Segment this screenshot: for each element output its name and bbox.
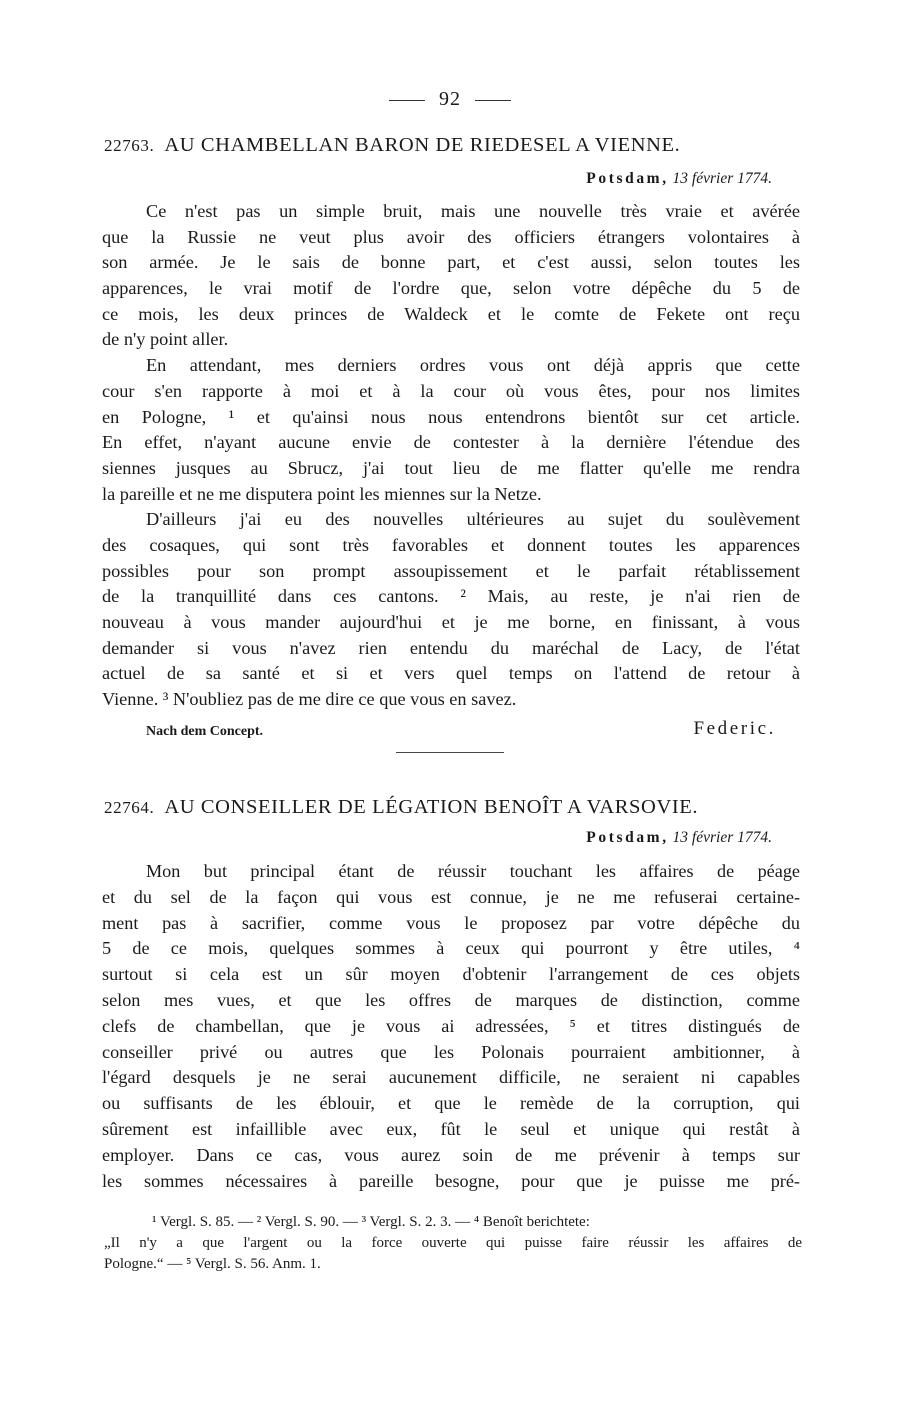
letter-1-place: Potsdam, [586,170,669,187]
body-line: de la tranquillité dans ces cantons. ² Mais, au reste, je n'ai rien de [102,586,800,607]
body-line: possibles pour son prompt assoupissement et le parfait rétablissement [102,560,800,581]
body-line: que la Russie ne veut plus avoir des officiers étrangers volontaires à [102,226,800,247]
body-line: Vienne. ³ N'oubliez pas de me dire ce que vous en savez. [102,689,517,710]
letter-2-title: AU CONSEILLER DE LÉGATION BENOÎT A VARSOVIE. [164,796,699,818]
body-line: l'égard desquels je ne serai aucunement difficile, ne seraient ni capables [102,1067,800,1088]
body-line: en Pologne, ¹ et qu'ainsi nous nous entendrons bientôt sur cet article. [102,406,800,427]
page-number-dash-left [389,100,425,101]
body-line: actuel de sa santé et si et vers quel temps on l'attend de retour à [102,663,800,684]
body-line: et du sel de la façon qui vous est connue, je ne me refuserai certaine- [102,886,800,907]
body-line: apparences, le vrai motif de l'ordre que, selon votre dépêche du 5 de [102,278,800,299]
body-line: les sommes nécessaires à pareille besogne, pour que je puisse me pré- [102,1170,800,1191]
letter-2-place: Potsdam, [586,829,669,846]
footnote-line: Pologne.“ — ⁵ Vergl. S. 56. Anm. 1. [104,1256,321,1272]
footnotes [104,1212,802,1275]
letter-1-dateline [100,170,772,188]
letter-2-dateline [100,829,772,847]
signature: Federic. [693,718,776,739]
body-line: employer. Dans ce cas, vous aurez soin de me prévenir à temps sur [102,1144,800,1165]
body-line: la pareille et ne me disputera point les miennes sur la Netze. [102,483,542,504]
body-line: ment pas à sacrifier, comme vous le proposez par votre dépêche du [102,912,800,933]
body-line: D'ailleurs j'ai eu des nouvelles ultérieures au sujet du soulèvement [146,509,800,530]
body-line: conseiller privé ou autres que les Polonais pourraient ambitionner, à [102,1041,800,1062]
body-line: nouveau à vous mander aujourd'hui et je me borne, en finissant, à vous [102,612,800,632]
letter-1-title: AU CHAMBELLAN BARON DE RIEDESEL A VIENNE. [164,134,681,156]
section-divider [396,752,504,753]
letter-2-date: 13 février 1774. [672,829,772,846]
letter-1-heading [104,134,804,157]
letter-2-body [102,859,800,1194]
body-line: des cosaques, qui sont très favorables et donnent toutes les apparences [102,534,800,555]
body-line: ce mois, les deux princes de Waldeck et le comte de Fekete ont reçu [102,303,800,324]
body-line: sûrement est infaillible avec eux, fût le seul et unique qui restât à [102,1118,800,1139]
body-line: surtout si cela est un sûr moyen d'obtenir l'arrangement de ces objets [102,964,800,985]
body-line: 5 de ce mois, quelques sommes à ceux qui pourront y être utiles, ⁴ [102,938,800,959]
page-number [0,88,900,111]
body-line: selon mes vues, et que les offres de marques de distinction, comme [102,989,800,1010]
body-line: Ce n'est pas un simple bruit, mais une nouvelle très vraie et avérée [146,201,800,221]
body-line: En effet, n'ayant aucune envie de contester à la dernière l'étendue des [102,432,800,453]
body-line: Mon but principal étant de réussir touchant les affaires de péage [146,861,800,881]
letter-1-number: 22763. [104,136,155,155]
body-line: clefs de chambellan, que je vous ai adressées, ⁵ et titres distingués de [102,1015,800,1036]
letter-1-body [102,199,800,713]
letter-2-number: 22764. [104,798,155,817]
body-line: son armée. Je le sais de bonne part, et c'est aussi, selon toutes les [102,252,800,273]
body-line: demander si vous n'avez rien entendu du maréchal de Lacy, de l'état [102,637,800,658]
body-line: siennes jusques au Sbrucz, j'ai tout lieu de me flatter qu'elle me rendra [102,457,800,478]
body-line: En attendant, mes derniers ordres vous ont déjà appris que cette [146,355,800,376]
footnote-line: „Il n'y a que l'argent ou la force ouverte qui puisse faire réussir les affaires de [104,1235,802,1251]
source-note: Nach dem Concept. [146,724,264,739]
letter-1-date: 13 février 1774. [672,170,772,187]
page-number-text: 92 [439,88,461,110]
footnote-line: ¹ Vergl. S. 85. — ² Vergl. S. 90. — ³ Vergl. S. 2. 3. — ⁴ Benoît berichtete: [152,1214,590,1230]
body-line: cour s'en rapporte à moi et à la cour où vous êtes, pour nos limites [102,380,800,401]
page-number-dash-right [475,100,511,101]
letter-2-heading [104,796,804,819]
body-line: de n'y point aller. [102,329,229,350]
body-line: ou suffisants de les éblouir, et que le remède de la corruption, qui [102,1093,800,1114]
